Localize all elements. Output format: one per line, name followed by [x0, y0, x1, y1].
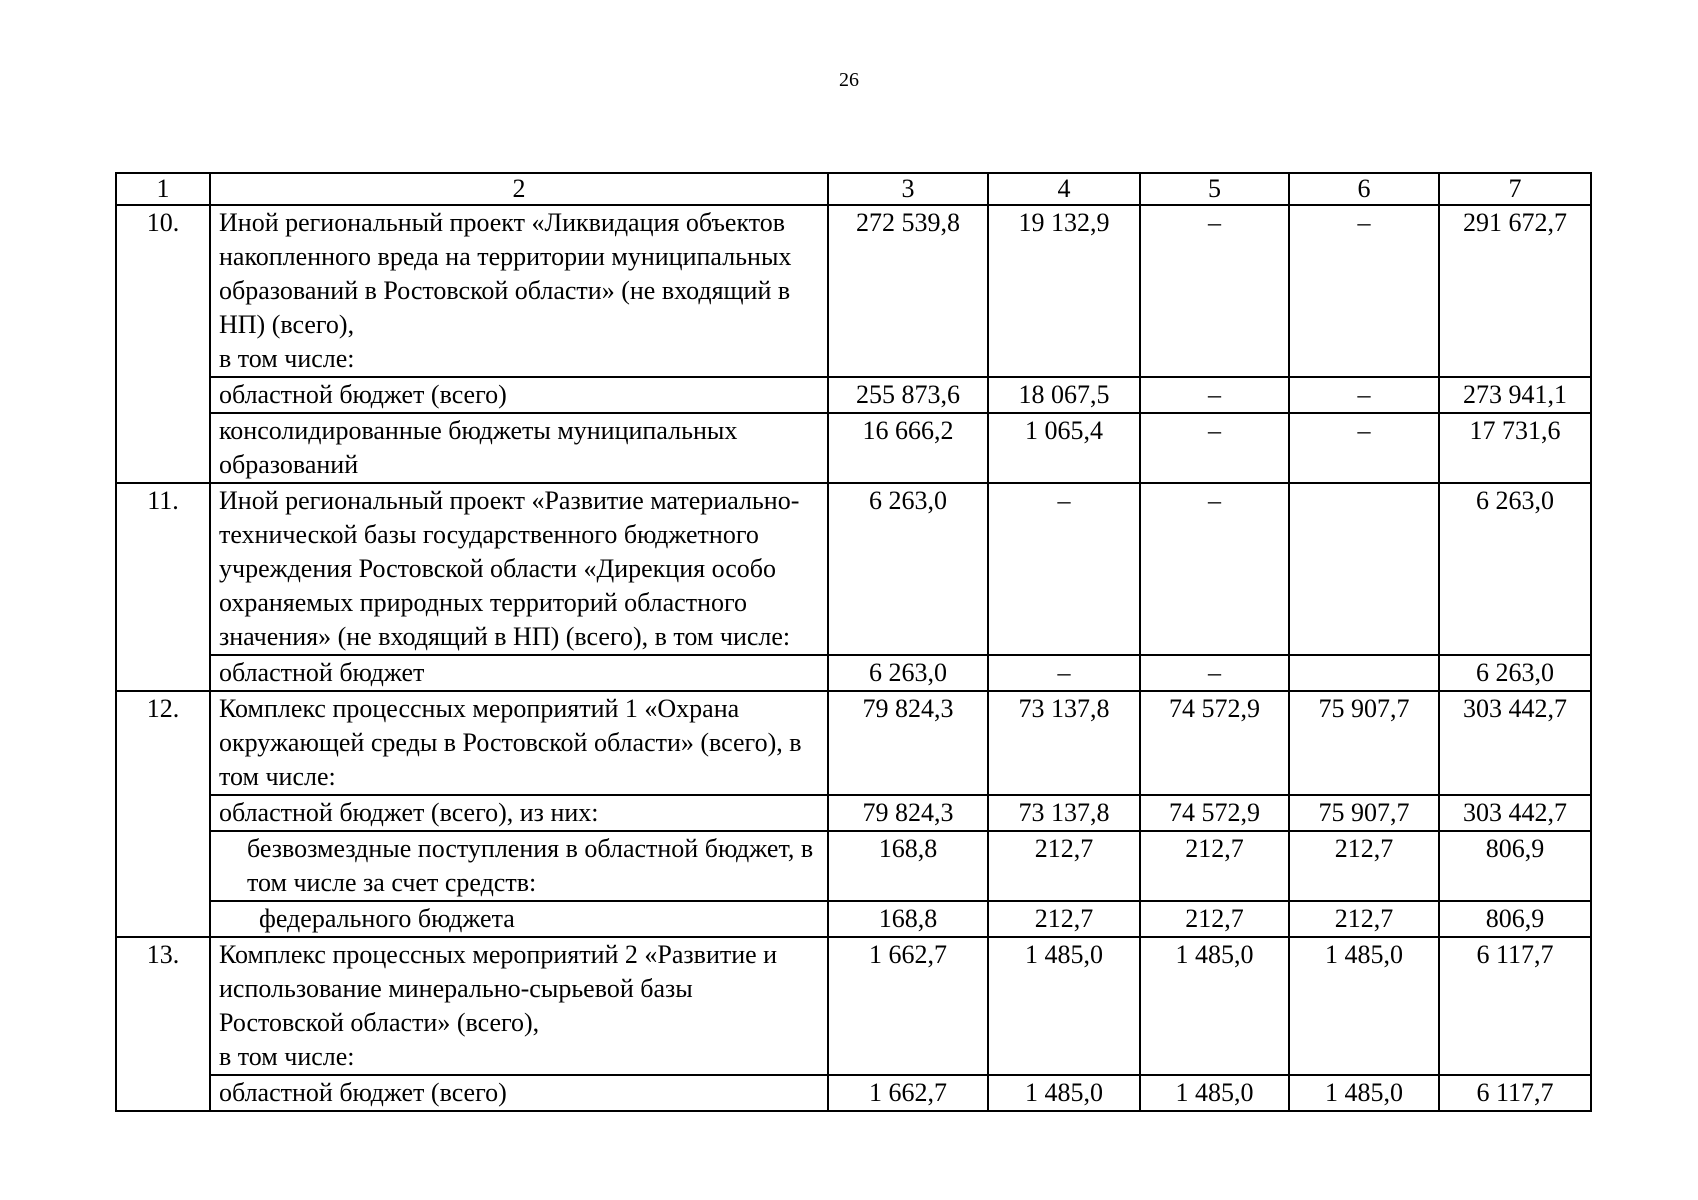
value-cell-v7: 6 263,0	[1439, 655, 1591, 691]
value-cell-v6: 212,7	[1289, 901, 1439, 937]
value-cell-v5: –	[1140, 377, 1289, 413]
value-cell-v3: 6 263,0	[828, 655, 988, 691]
table-row	[116, 205, 1591, 377]
value-cell-v3: 1 662,7	[828, 1075, 988, 1111]
value-cell-v3: 1 662,7	[828, 937, 988, 1075]
value-cell-v5: 1 485,0	[1140, 1075, 1289, 1111]
value-cell-v7: 291 672,7	[1439, 205, 1591, 377]
value-cell-v7: 6 117,7	[1439, 1075, 1591, 1111]
row-description: Комплекс процессных мероприятий 1 «Охрана окружающей среды в Ростовской области» (всего), в том числе:	[210, 691, 828, 795]
table-row	[116, 901, 1591, 937]
table-row	[116, 377, 1591, 413]
value-cell-v6: 75 907,7	[1289, 691, 1439, 795]
row-number: 11.	[116, 483, 210, 691]
value-cell-v7: 6 117,7	[1439, 937, 1591, 1075]
column-header: 3	[828, 173, 988, 205]
column-header: 4	[988, 173, 1140, 205]
row-number: 10.	[116, 205, 210, 483]
value-cell-v5: 212,7	[1140, 831, 1289, 901]
table-row	[116, 831, 1591, 901]
value-cell-v6: 1 485,0	[1289, 1075, 1439, 1111]
value-cell-v4: 18 067,5	[988, 377, 1140, 413]
value-cell-v7: 303 442,7	[1439, 691, 1591, 795]
value-cell-v6: –	[1289, 205, 1439, 377]
value-cell-v7: 806,9	[1439, 901, 1591, 937]
value-cell-v4: 1 485,0	[988, 937, 1140, 1075]
value-cell-v7: 303 442,7	[1439, 795, 1591, 831]
value-cell-v6: –	[1289, 413, 1439, 483]
column-header: 7	[1439, 173, 1591, 205]
column-header: 6	[1289, 173, 1439, 205]
value-cell-v5: –	[1140, 413, 1289, 483]
value-cell-v3: 168,8	[828, 831, 988, 901]
value-cell-v7: 806,9	[1439, 831, 1591, 901]
value-cell-v3: 16 666,2	[828, 413, 988, 483]
value-cell-v6: 75 907,7	[1289, 795, 1439, 831]
column-number-row	[116, 173, 1591, 205]
value-cell-v3: 6 263,0	[828, 483, 988, 655]
row-description: Комплекс процессных мероприятий 2 «Развитие и использование минерально-сырьевой базы Ростовской области» (всего), в том числе:	[210, 937, 828, 1075]
value-cell-v5: –	[1140, 483, 1289, 655]
table-row	[116, 691, 1591, 795]
table-row	[116, 483, 1591, 655]
value-cell-v6: 212,7	[1289, 831, 1439, 901]
table-row	[116, 937, 1591, 1075]
row-description: областной бюджет	[210, 655, 828, 691]
value-cell-v6	[1289, 655, 1439, 691]
column-header: 1	[116, 173, 210, 205]
value-cell-v4: –	[988, 655, 1140, 691]
value-cell-v4: 19 132,9	[988, 205, 1140, 377]
value-cell-v6	[1289, 483, 1439, 655]
value-cell-v5: 74 572,9	[1140, 795, 1289, 831]
value-cell-v7: 6 263,0	[1439, 483, 1591, 655]
value-cell-v7: 273 941,1	[1439, 377, 1591, 413]
table-row	[116, 413, 1591, 483]
row-number: 13.	[116, 937, 210, 1111]
value-cell-v4: 1 065,4	[988, 413, 1140, 483]
value-cell-v6: –	[1289, 377, 1439, 413]
row-description: областной бюджет (всего)	[210, 1075, 828, 1111]
value-cell-v4: 212,7	[988, 901, 1140, 937]
budget-table	[115, 172, 1592, 1112]
value-cell-v3: 168,8	[828, 901, 988, 937]
row-description: областной бюджет (всего), из них:	[210, 795, 828, 831]
row-description: Иной региональный проект «Ликвидация объектов накопленного вреда на территории муниципальных образований в Ростовской области» (не входящий в НП) (всего), в том числе:	[210, 205, 828, 377]
page-number: 26	[839, 69, 859, 91]
value-cell-v6: 1 485,0	[1289, 937, 1439, 1075]
column-header: 5	[1140, 173, 1289, 205]
table-body	[116, 205, 1591, 1111]
value-cell-v5: 1 485,0	[1140, 937, 1289, 1075]
value-cell-v4: 73 137,8	[988, 795, 1140, 831]
value-cell-v3: 79 824,3	[828, 795, 988, 831]
table-row	[116, 1075, 1591, 1111]
row-number: 12.	[116, 691, 210, 937]
value-cell-v5: –	[1140, 655, 1289, 691]
table-row	[116, 655, 1591, 691]
value-cell-v4: 212,7	[988, 831, 1140, 901]
value-cell-v3: 79 824,3	[828, 691, 988, 795]
value-cell-v7: 17 731,6	[1439, 413, 1591, 483]
row-description: федерального бюджета	[210, 901, 828, 937]
table-row	[116, 795, 1591, 831]
row-description: областной бюджет (всего)	[210, 377, 828, 413]
value-cell-v3: 255 873,6	[828, 377, 988, 413]
column-header: 2	[210, 173, 828, 205]
row-description: Иной региональный проект «Развитие материально-технической базы государственного бюджетного учреждения Ростовской области «Дирекция особо охраняемых природных территорий областного значения» (не входящий в НП) (всего), в том числе:	[210, 483, 828, 655]
value-cell-v4: 1 485,0	[988, 1075, 1140, 1111]
row-description: безвозмездные поступления в областной бюджет, в том числе за счет средств:	[210, 831, 828, 901]
row-description: консолидированные бюджеты муниципальных образований	[210, 413, 828, 483]
value-cell-v5: 212,7	[1140, 901, 1289, 937]
value-cell-v5: 74 572,9	[1140, 691, 1289, 795]
value-cell-v3: 272 539,8	[828, 205, 988, 377]
value-cell-v4: –	[988, 483, 1140, 655]
value-cell-v5: –	[1140, 205, 1289, 377]
value-cell-v4: 73 137,8	[988, 691, 1140, 795]
